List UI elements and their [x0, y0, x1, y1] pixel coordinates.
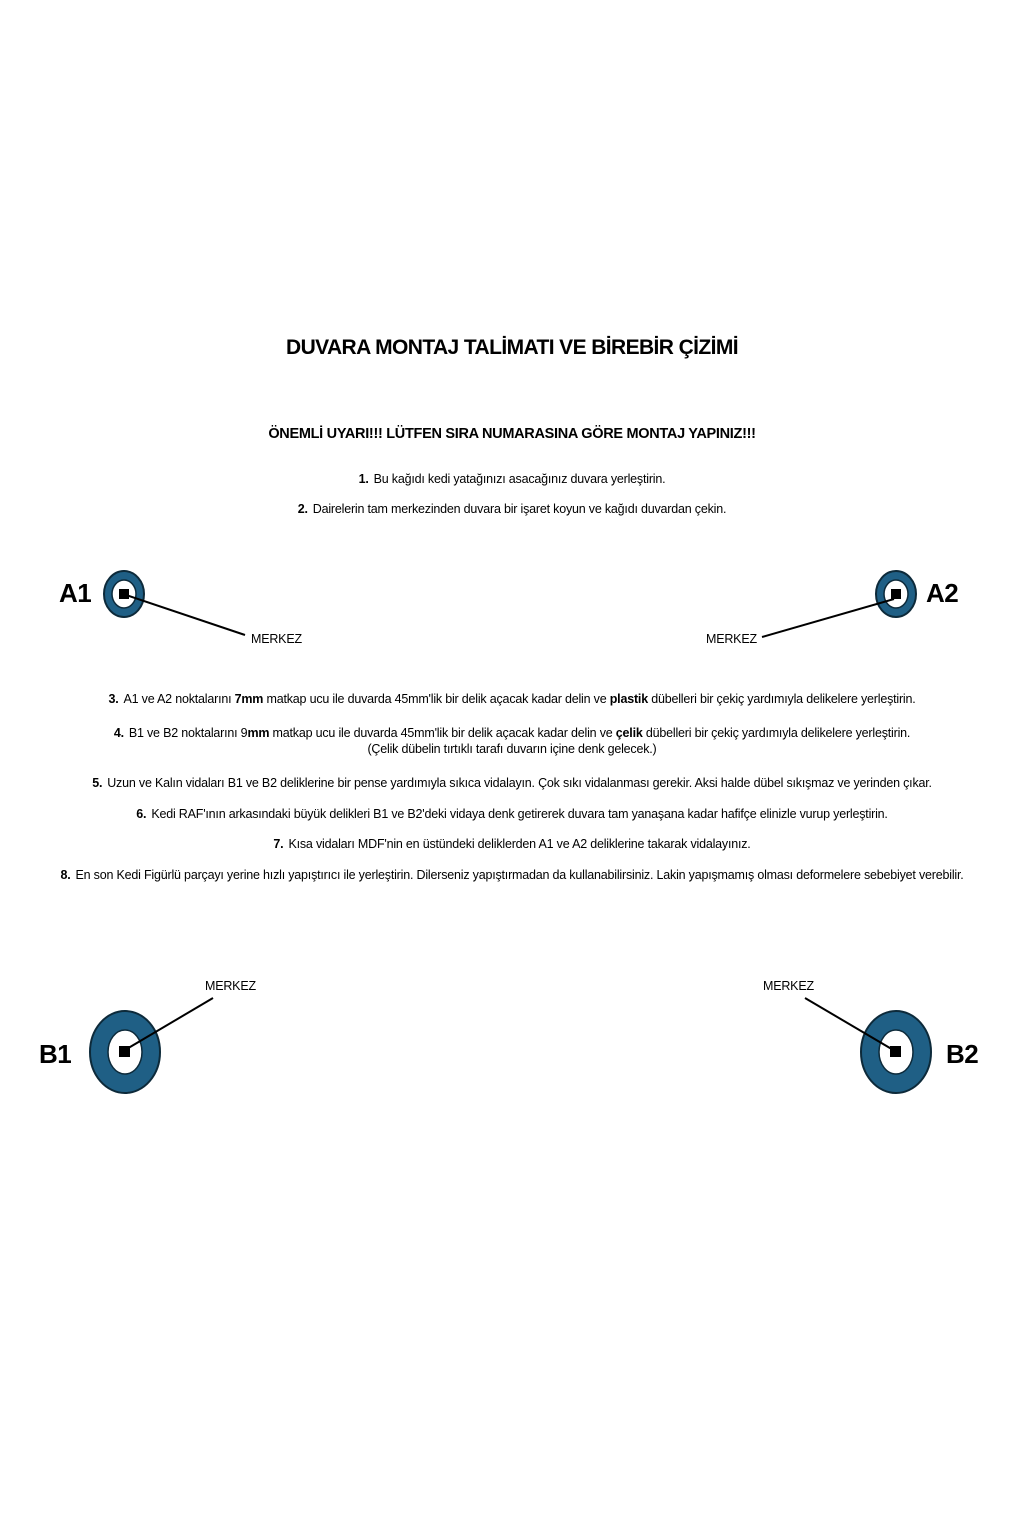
step-number: 4.	[113, 726, 124, 740]
step-number: 5.	[92, 776, 103, 790]
hole-b2-label: B2	[946, 1039, 979, 1069]
step-number: 3.	[108, 692, 119, 706]
step-5	[0, 775, 1024, 791]
hole-a2-center-square	[891, 589, 901, 599]
step-text-note: (Çelik dübelin tırtıklı tarafı duvarın içine denk gelecek.)	[367, 742, 657, 756]
step-text: Bu kağıdı kedi yatağınızı asacağınız duvara yerleştirin.	[373, 472, 666, 486]
step-1	[0, 471, 1024, 487]
step-text: Kısa vidaları MDF'nin en üstündeki deliklerden A1 ve A2 deliklerine takarak vidalayınız.	[288, 837, 751, 851]
step-text: Kedi RAF'ının arkasındaki büyük delikleri B1 ve B2'deki vidaya denk getirerek duvara tam yanaşana kadar hafifçe elinizle vurup yerleştirin.	[151, 807, 888, 821]
step-4	[0, 725, 1024, 757]
step-text-part: dübelleri bir çekiç yardımıyla delikelere yerleştirin.	[647, 692, 916, 706]
step-3	[0, 691, 1024, 707]
step-text-bold: çelik	[615, 726, 643, 740]
step-text: En son Kedi Figürlü parçayı yerine hızlı yapıştırıcı ile yerleştirin. Dilerseniz yapıştırmadan da kullanabilirsiniz. Lakin yapışmamış olması deformelere sebebiyet verebilir.	[75, 868, 964, 882]
step-2	[0, 501, 1024, 517]
step-text-bold: 7mm	[234, 692, 264, 706]
hole-a1-label: A1	[59, 578, 92, 608]
hole-a2-marker	[762, 571, 916, 637]
hole-b2-center-square	[890, 1046, 901, 1057]
hole-a1-center-square	[119, 589, 129, 599]
hole-a2-center-label: MERKEZ	[706, 632, 757, 646]
hole-b1-center-label: MERKEZ	[205, 979, 256, 993]
hole-b1-label: B1	[39, 1039, 72, 1069]
step-text-part: A1 ve A2 noktalarını	[123, 692, 235, 706]
step-number: 7.	[273, 837, 284, 851]
step-number: 2.	[297, 502, 308, 516]
step-text-bold: plastik	[609, 692, 648, 706]
hole-b2-center-label: MERKEZ	[763, 979, 814, 993]
step-text-part: dübelleri bir çekiç yardımıyla delikelere yerleştirin.	[642, 726, 911, 740]
step-text-bold: mm	[247, 726, 270, 740]
hole-a1-marker	[104, 571, 245, 635]
hole-a1-center-label: MERKEZ	[251, 632, 302, 646]
hole-a1-pointer-line	[126, 595, 245, 635]
step-number: 1.	[358, 472, 369, 486]
step-text: Dairelerin tam merkezinden duvara bir işaret koyun ve kağıdı duvardan çekin.	[312, 502, 727, 516]
step-8	[0, 867, 1024, 883]
step-text-part: matkap ucu ile duvarda 45mm'lik bir delik açacak kadar delin ve	[263, 692, 610, 706]
step-6	[0, 806, 1024, 822]
step-text-part: matkap ucu ile duvarda 45mm'lik bir delik açacak kadar delin ve	[269, 726, 616, 740]
hole-b1-marker	[90, 998, 213, 1093]
hole-a2-pointer-line	[762, 599, 894, 637]
page-title: DUVARA MONTAJ TALİMATI VE BİREBİR ÇİZİMİ	[286, 336, 738, 359]
hole-b2-marker	[805, 998, 931, 1093]
step-number: 6.	[136, 807, 147, 821]
step-number: 8.	[60, 868, 71, 882]
hole-a2-label: A2	[926, 578, 959, 608]
step-text: Uzun ve Kalın vidaları B1 ve B2 deliklerine bir pense yardımıyla sıkıca vidalayın. Çok sıkı vidalanması gerekir. Aksi halde dübel sıkışmaz ve yerinden çıkar.	[107, 776, 932, 790]
warning-text: ÖNEMLİ UYARI!!! LÜTFEN SIRA NUMARASINA GÖRE MONTAJ YAPINIZ!!!	[268, 426, 756, 442]
step-7	[0, 836, 1024, 852]
step-text-part: B1 ve B2 noktalarını 9	[128, 726, 248, 740]
